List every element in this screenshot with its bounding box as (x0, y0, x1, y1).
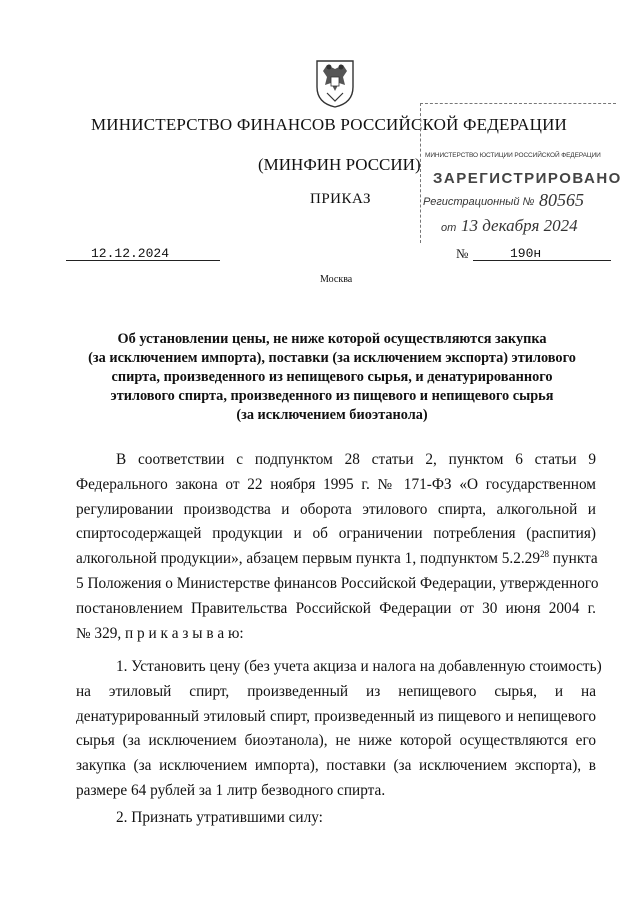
text-line (76, 547, 596, 572)
title-line: (за исключением импорта), поставки (за исключением экспорта) этилового (88, 350, 576, 366)
title-line: спирта, произведенного из непищевого сырья, и денатурированного (111, 369, 553, 385)
text-line: на этиловый спирт, произведенный из непищевого сырья, и на (76, 682, 596, 700)
text-fragment: алкогольной продукции», абзацем первым пункта 1, подпунктом 5.2.29 (76, 550, 540, 568)
state-emblem-icon (313, 57, 357, 109)
text-line: сырья (за исключением биоэтанола), не ниже которой осуществляются его (76, 732, 596, 750)
date-underline (66, 260, 220, 261)
stamp-organization: МИНИСТЕРСТВО ЮСТИЦИИ РОССИЙСКОЙ ФЕДЕРАЦИИ (425, 152, 601, 159)
title-line: этилового спирта, произведенного из пищевого и непищевого сырья (110, 388, 554, 404)
city: Москва (320, 274, 353, 285)
text-line: регулировании производства и оборота этилового спирта, алкогольной и (76, 500, 596, 518)
title-line: Об установлении цены, не ниже которой осуществляются закупка (117, 331, 547, 347)
order-number: 190н (510, 246, 542, 261)
registration-stamp (420, 103, 622, 243)
text-line: 1. Установить цену (без учета акциза и налога на добавленную стоимость) (116, 658, 602, 675)
text-line: постановлением Правительства Российской Федерации от 30 июня 2004 г. (76, 599, 596, 617)
text-line: денатурированный этиловый спирт, произведенный из пищевого и непищевого (76, 707, 596, 725)
document-type: ПРИКАЗ (310, 191, 371, 207)
stamp-number-value: 80565 (539, 190, 584, 210)
title-line: (за исключением биоэтанола) (236, 407, 428, 423)
text-line: 2. Признать утратившими силу: (116, 809, 323, 826)
order-date: 12.12.2024 (91, 246, 170, 261)
stamp-registered: ЗАРЕГИСТРИРОВАНО (433, 170, 622, 187)
superscript: 28 (539, 549, 549, 560)
text-line: размере 64 рублей за 1 литр безводного спирта. (76, 781, 386, 799)
item-1-paragraph (76, 655, 602, 804)
stamp-number-label: Регистрационный № (423, 196, 535, 208)
stamp-date-label: от (441, 222, 457, 234)
text-line: Федерального закона от 22 ноября 1995 г. № 171-ФЗ «О государственном (76, 475, 596, 493)
text-line: спиртосодержащей продукции и об ограничении потребления (распития) (76, 525, 596, 543)
text-line: В соответствии с подпунктом 28 статьи 2, пунктом 6 статьи 9 (116, 451, 596, 468)
text-line: закупка (за исключением импорта), поставки (за исключением экспорта), в (76, 757, 596, 775)
preamble-paragraph (76, 448, 599, 646)
stamp-date-value: 13 декабря 2024 (461, 216, 578, 235)
ministry-name: МИНИСТЕРСТВО ФИНАНСОВ РОССИЙСКОЙ ФЕДЕРАЦИИ (90, 115, 568, 134)
text-line: 5 Положения о Министерстве финансов Российской Федерации, утвержденного (76, 574, 599, 592)
number-underline (473, 260, 611, 261)
number-sign: № (456, 246, 469, 261)
item-2-paragraph (76, 806, 596, 831)
order-title (68, 330, 596, 425)
text-line: № 329, п р и к а з ы в а ю: (76, 624, 244, 642)
text-fragment: пункта (548, 550, 598, 568)
ministry-short-name: (МИНФИН РОССИИ) (258, 155, 421, 174)
